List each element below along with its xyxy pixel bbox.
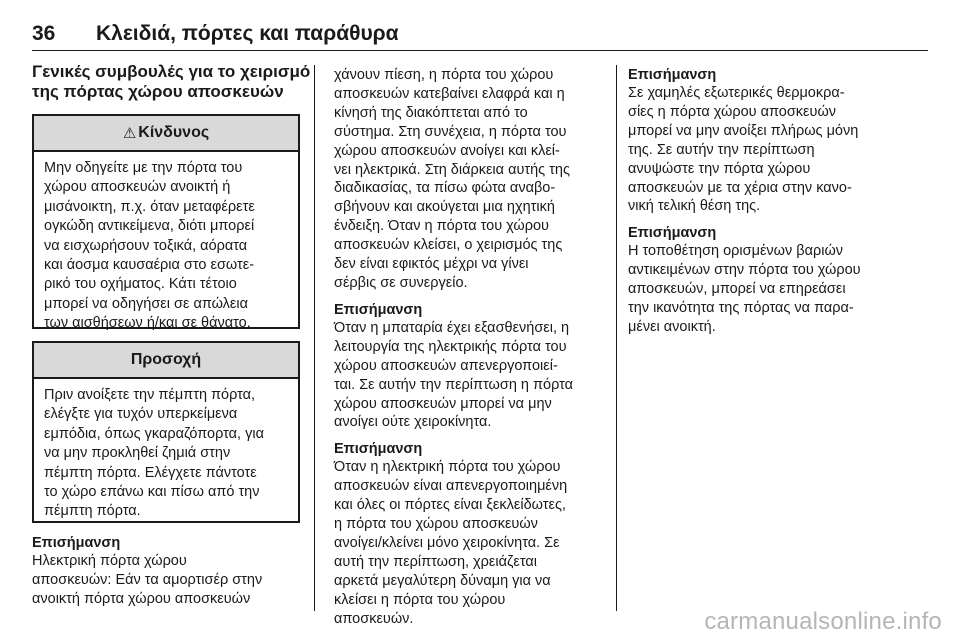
danger-text-line: ρικό του οχήματος. Κάτι τέτοιο [44,276,237,293]
note-text-line: Όταν η ηλεκτρική πόρτα του χώρου [334,459,561,476]
caution-text-line: να μην προκληθεί ζημιά στην [44,445,231,462]
note-text-line: αυτή την περίπτωση, χρειάζεται [334,553,537,570]
danger-box-header [34,116,298,152]
column-1 [32,62,311,102]
section-heading [32,62,311,102]
column-divider-1 [314,65,315,611]
note-heading: Επισήμανση [628,225,717,242]
note-text-line: νική τελική θέση της. [628,198,761,215]
caution-box-title: Προσοχή [130,351,202,368]
section-heading-line: Γενικές συμβουλές για το χειρισμό [32,62,311,81]
caution-text-line: το χώρο επάνω και πίσω από την [44,484,260,501]
watermark[interactable]: carmanualsonline.info [704,608,942,635]
note-block [628,224,928,337]
note-text-line: μένει ανοικτή. [628,318,716,335]
danger-text-line: να εισχωρήσουν τοξικά, αόρατα [44,237,248,254]
section-heading-line: της πόρτας χώρου αποσκευών [32,82,284,101]
note-text-line: λειτουργία της ηλεκτρικής πόρτα του [334,338,567,355]
page-number: 36 [32,22,56,45]
note-text-line: αποσκευών: Εάν τα αμορτισέρ στην [32,571,263,588]
danger-text-line: μισάνοικτη, π.χ. όταν μεταφέρετε [44,198,255,215]
note-text-line: αποσκευών. [334,610,414,627]
danger-text-line: μπορεί να οδηγήσει σε απώλεια [44,295,249,312]
caution-text-line: εμπόδια, όπως γκαραζόπορτα, για [44,425,264,442]
note-text-line: σίες η πόρτα χώρου αποσκευών [628,103,837,120]
body-text-line: αποσκευών κατεβαίνει ελαφρά και η [334,85,565,102]
note-text-line: Ηλεκτρική πόρτα χώρου [32,553,187,569]
danger-text-line: των αισθήσεων ή/και σε θάνατο. [44,315,251,332]
chapter-title: Κλειδιά, πόρτες και παράθυρα [96,22,399,45]
note-text-line: της. Σε αυτήν την περίπτωση [628,141,815,158]
danger-text-line: και άοσμα καυσαέρια στο εσωτε‐ [44,257,255,274]
note-text-line: ανυψώστε την πόρτα χώρου [628,160,811,177]
caution-box [32,341,300,523]
note-block [334,440,604,628]
note-heading: Επισήμανση [32,535,121,551]
body-text-line: σέρβις σε συνεργείο. [334,274,468,291]
note-heading: Επισήμανση [334,301,423,318]
note-text-line: αποσκευών, μπορεί να επηρεάσει [628,281,846,298]
note-heading: Επισήμανση [334,441,423,458]
note-text-line: ανοίγει/κλείνει μόνο χειροκίνητα. Σε [334,534,560,551]
caution-text-line: ελέγξτε για τυχόν υπερκείμενα [44,406,238,423]
body-text-line: αποσκευών κλείσει, ο χειρισμός της [334,237,563,254]
danger-box [32,114,300,332]
caution-box-body [34,379,298,522]
page-header [32,22,399,50]
note-text-line: χώρου αποσκευών μπορεί να μην [334,395,552,412]
note-heading: Επισήμανση [628,67,717,83]
danger-text-line: Μην οδηγείτε με την πόρτα του [44,160,243,176]
note-text-line: χώρου αποσκευών απενεργοποιεί‐ [334,357,558,374]
column-divider-2 [616,65,617,611]
body-text-line: διαδικασίας, τα πίσω φώτα αναβο‐ [334,180,556,197]
note-text-line: αρκετά μεγαλύτερη δύναμη για να [334,572,551,589]
note-text-line: την ικανότητα της πόρτας να παρα‐ [628,300,854,317]
header-rule [32,50,928,51]
note-text-line: ται. Σε αυτήν την περίπτωση η πόρτα [334,376,574,393]
body-text-line: χάνουν πίεση, η πόρτα του χώρου [334,67,554,83]
danger-box-body [34,152,298,334]
body-text-line: νει ηλεκτρικά. Στη διάρκεια αυτής της [334,161,570,178]
body-text-line: δεν είναι εφικτός μέχρι να γίνει [334,256,529,273]
note-text-line: Σε χαμηλές εξωτερικές θερμοκρα‐ [628,85,845,101]
danger-text-line: χώρου αποσκευών ανοικτή ή [44,179,231,196]
caution-box-header [34,343,298,379]
body-text-line: ένδειξη. Όταν η πόρτα του χώρου [334,218,549,235]
column-1-note [32,534,307,609]
caution-text-line: Πριν ανοίξετε την πέμπτη πόρτα, [44,387,256,403]
body-text-line: χώρου αποσκευών ανοίγει και κλεί‐ [334,142,560,159]
warning-triangle-icon: ⚠ [122,125,137,142]
note-block [628,66,928,216]
note-block [334,301,604,432]
column-2 [334,66,604,636]
column-3 [628,66,928,345]
danger-text-line: ογκώδη αντικείμενα, διότι μπορεί [44,218,255,235]
note-text-line: ανοικτή πόρτα χώρου αποσκευών [32,590,251,607]
note-text-line: αντικειμένων στην πόρτα του χώρου [628,262,861,279]
note-text-line: και όλες οι πόρτες είναι ξεκλείδωτες, [334,497,566,514]
body-text-line: σύστημα. Στη συνέχεια, η πόρτα του [334,123,567,140]
note-text-line: αποσκευών είναι απενεργοποιημένη [334,478,568,495]
danger-box-title: Κίνδυνος [138,124,210,141]
continuation-paragraph [334,66,604,293]
caution-text-line: πέμπτη πόρτα. Ελέγχετε πάντοτε [44,464,257,481]
caution-text-line: πέμπτη πόρτα. [44,503,141,520]
note-text-line: ανοίγει ούτε χειροκίνητα. [334,414,492,431]
note-text-line: κλείσει η πόρτα του χώρου [334,591,506,608]
note-text-line: μπορεί να μην ανοίξει πλήρως μόνη [628,122,859,139]
note-text-line: η πόρτα του χώρου αποσκευών [334,516,538,533]
note-text-line: Η τοποθέτηση ορισμένων βαριών [628,243,844,260]
note-text-line: Όταν η μπαταρία έχει εξασθενήσει, η [334,319,570,336]
body-text-line: σβήνουν και ακούγεται μια ηχητική [334,199,555,216]
body-text-line: κίνησή της διακόπτεται από το [334,104,528,121]
note-text-line: αποσκευών με τα χέρια στην κανο‐ [628,179,852,196]
